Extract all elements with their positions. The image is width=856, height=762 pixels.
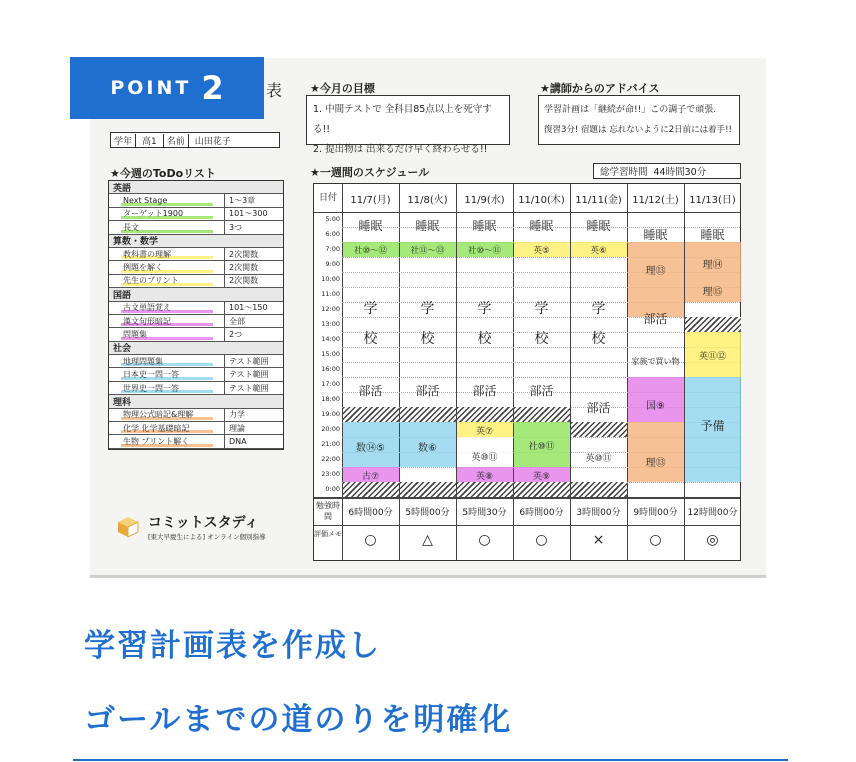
todo-subject	[109, 181, 283, 194]
total-study-box	[593, 163, 741, 179]
day-header: 11/8(火)	[407, 195, 448, 206]
evening-study: 英⑩⑪	[585, 454, 612, 464]
time-label: 15:00	[321, 350, 340, 358]
name-label: 名前	[164, 134, 189, 147]
time-label: 18:00	[321, 395, 340, 403]
sunday-study: 予備	[700, 418, 725, 433]
study-time-label: 勉強時間	[316, 501, 340, 521]
todo-quantity: 力学	[224, 409, 245, 421]
sleep-label: 睡眠	[586, 219, 611, 233]
sunday-study: 英⑪⑫	[698, 352, 726, 362]
study-time-value: 5時間00分	[405, 508, 450, 518]
todo-subject	[109, 395, 283, 408]
study-time-value: 6時間00分	[348, 508, 393, 518]
evening-study: 英⑩⑪	[471, 452, 498, 463]
brand-subtitle: [東大早慶生による] オンライン個別指導	[148, 533, 266, 541]
todo-item	[109, 382, 283, 395]
hatched-time	[400, 482, 456, 497]
hour-line	[342, 347, 740, 348]
todo-task: 世界史一問一答	[123, 383, 179, 393]
todo-heading: ★今週のToDoリスト	[110, 167, 216, 180]
total-label: 総学習時間	[600, 167, 648, 178]
todo-subject	[109, 288, 283, 301]
day-header: 11/12(土)	[632, 195, 679, 206]
todo-item	[109, 302, 283, 315]
time-label: 7:00	[325, 245, 340, 253]
todo-item	[109, 208, 283, 221]
study-time-value: 9時間00分	[633, 508, 678, 518]
eval-label: 評価メモ	[314, 530, 342, 538]
day-header: 11/11(金)	[575, 195, 622, 206]
study-time-value: 12時間00分	[687, 508, 738, 518]
time-label: 9:00	[325, 260, 340, 268]
sleep-label: 睡眠	[358, 219, 383, 233]
eval-mark: ×	[592, 532, 605, 548]
saturday-club: 部活	[643, 312, 668, 326]
brand-name: コミットスタディ	[148, 515, 259, 531]
eval-mark: ○	[649, 532, 662, 548]
eval-mark: △	[422, 532, 433, 548]
time-label: 16:00	[321, 365, 340, 373]
hatched-time	[457, 482, 513, 497]
todo-item	[109, 368, 283, 381]
todo-item	[109, 194, 283, 207]
school-label-bottom: 校	[477, 331, 492, 347]
day-header: 11/13(日)	[689, 195, 736, 206]
todo-list	[108, 180, 284, 450]
hatched-time	[514, 407, 570, 422]
grid-bottom-line	[314, 497, 740, 499]
evening-study: 英⑦	[475, 427, 494, 437]
morning-study: 英⑤	[533, 246, 550, 256]
time-label: 10:00	[321, 275, 340, 283]
sleep-label: 睡眠	[643, 228, 668, 242]
hatched-time	[571, 482, 627, 497]
point-word: POINT	[110, 77, 192, 99]
todo-task: 先生のプリント	[123, 276, 179, 286]
time-label: 13:00	[321, 320, 340, 328]
time-label: 14:00	[321, 335, 340, 343]
saturday-note: 家族で買い物	[631, 357, 680, 366]
todo-task: ターゲット1900	[123, 209, 184, 219]
school-label-top: 学	[477, 301, 492, 317]
day-header: 11/7(月)	[350, 195, 391, 206]
hatched-time	[343, 407, 399, 422]
todo-item	[109, 275, 283, 288]
todo-item	[109, 248, 283, 261]
sunday-study: 理⑭	[702, 260, 723, 271]
todo-quantity: テスト範囲	[224, 355, 269, 367]
goal-heading: ★今月の目標	[310, 82, 375, 95]
todo-subject	[109, 235, 283, 248]
todo-quantity: 2つ	[224, 328, 242, 340]
advice-line-1: 学習計画は「継続が命!!」この調子で頑張.	[544, 105, 717, 115]
school-label-bottom: 校	[591, 331, 606, 347]
time-label: 12:00	[321, 305, 340, 313]
saturday-study: 国⑨	[646, 401, 665, 412]
todo-subject-label: 社会	[113, 344, 132, 355]
study-time-value: 3時間00分	[576, 508, 621, 518]
sleep-label: 睡眠	[700, 228, 725, 242]
day-header: 11/10(木)	[518, 195, 565, 206]
club-label: 部活	[472, 384, 497, 398]
header-line	[314, 212, 740, 213]
todo-quantity: 理論	[224, 422, 245, 434]
todo-quantity: 101〜300	[224, 208, 268, 220]
todo-task: 問題集	[123, 329, 147, 339]
todo-item	[109, 355, 283, 368]
todo-item	[109, 221, 283, 234]
todo-item	[109, 435, 283, 448]
time-label: 6:00	[325, 230, 340, 238]
todo-item	[109, 261, 283, 274]
eval-mark: ○	[535, 532, 548, 548]
late-study: 古⑦	[361, 472, 380, 482]
todo-quantity: 2次関数	[224, 248, 258, 260]
late-study: 英⑧	[475, 472, 494, 482]
hatched-time	[400, 407, 456, 422]
time-label: 22:00	[321, 455, 340, 463]
advice-line-2: 復習3分! 宿題は 忘れないように2日前には着手!!	[544, 125, 732, 135]
school-label-bottom: 校	[534, 331, 549, 347]
advice-box	[538, 95, 740, 145]
grade-label: 学年	[111, 134, 136, 147]
schedule-heading: ★一週間のスケジュール	[310, 166, 430, 179]
todo-task: 長文	[123, 222, 139, 232]
sheet-title-fragment: 表	[266, 81, 283, 100]
saturday-study: 理⑬	[645, 266, 666, 277]
time-label: 17:00	[321, 380, 340, 388]
morning-study: 社⑩〜⑫	[353, 246, 388, 256]
todo-task: 例題を解く	[123, 263, 163, 273]
todo-item	[109, 315, 283, 328]
study-time-value: 6時間00分	[519, 508, 564, 518]
todo-quantity: 2次関数	[224, 275, 258, 287]
club-label: 部活	[358, 384, 383, 398]
eval-mark: ○	[478, 532, 491, 548]
todo-quantity: 2次関数	[224, 261, 258, 273]
late-study: 英⑨	[532, 472, 551, 482]
sleep-label: 睡眠	[415, 219, 440, 233]
sleep-label: 睡眠	[472, 219, 497, 233]
todo-item	[109, 422, 283, 435]
todo-task: 生物 プリント解く	[123, 437, 190, 447]
time-label: 11:00	[321, 290, 340, 298]
column-line	[570, 184, 571, 560]
student-info	[110, 132, 280, 148]
evening-study: 数⑭⑤	[356, 443, 385, 454]
evening-study: 数⑥	[418, 443, 437, 454]
todo-subject-label: 算数・数学	[113, 237, 159, 248]
goal-box	[306, 95, 510, 155]
morning-study: 英⑥	[590, 246, 607, 256]
club-label: 部活	[415, 384, 440, 398]
todo-quantity: 1〜3章	[224, 194, 255, 206]
hatched-time	[685, 317, 741, 332]
todo-task: 化学 化学基礎暗記	[123, 423, 190, 433]
saturday-study: 理⑬	[645, 458, 666, 469]
todo-quantity: テスト範囲	[224, 382, 269, 394]
todo-task: 日本史一問一答	[123, 370, 179, 380]
time-label: 23:00	[321, 470, 340, 478]
todo-task: 教科書の理解	[123, 249, 171, 259]
footer-line	[314, 525, 740, 526]
grade-value: 高1	[136, 134, 164, 147]
club-label: 部活	[529, 384, 554, 398]
saturday-highlight	[628, 422, 684, 482]
brand-logo	[116, 512, 265, 541]
hatched-time	[514, 482, 570, 497]
time-label: 21:00	[321, 440, 340, 448]
name-value: 山田花子	[194, 136, 231, 147]
school-label-bottom: 校	[420, 331, 435, 347]
sleep-label: 睡眠	[529, 219, 554, 233]
todo-quantity: 全部	[224, 315, 245, 327]
evening-study: 社⑩⑪	[528, 442, 555, 452]
weekly-schedule	[313, 183, 741, 561]
school-label-bottom: 校	[363, 331, 378, 347]
hatched-time	[457, 407, 513, 422]
todo-task: 漢文句形暗記	[123, 316, 171, 326]
todo-task: 物理公式暗記&理解	[123, 410, 194, 420]
school-label-top: 学	[534, 301, 549, 317]
goal-line-1: 1. 中間テストで 全科目85点以上を死守する!!	[313, 104, 492, 135]
goal-line-2: 2. 提出物は 出来るだけ早く終わらせる!!	[313, 144, 488, 155]
sunday-study: 理⑮	[702, 287, 723, 298]
school-label-top: 学	[591, 301, 606, 317]
school-label-top: 学	[420, 301, 435, 317]
morning-study: 社⑩〜⑪	[467, 246, 502, 256]
study-time-value: 5時間30分	[462, 508, 507, 518]
column-line	[513, 184, 514, 560]
time-label: 19:00	[321, 410, 340, 418]
heading-line-1: 学習計画表を作成し	[84, 628, 381, 664]
todo-task: 古文単語覚え	[123, 303, 171, 313]
todo-task: Next Stage	[123, 196, 168, 206]
club-label: 部活	[586, 400, 611, 415]
todo-quantity: 101〜150	[224, 302, 268, 314]
advice-heading: ★講師からのアドバイス	[540, 82, 660, 95]
point-number: 2	[201, 69, 224, 107]
school-label-top: 学	[363, 301, 378, 317]
todo-task: 地理問題集	[123, 356, 163, 366]
saturday-highlight	[628, 242, 684, 317]
day-header: 11/9(水)	[464, 195, 505, 206]
day-label: 日付	[318, 193, 337, 203]
column-line	[399, 184, 400, 560]
point-badge	[70, 57, 264, 119]
todo-subject-label: 国語	[113, 290, 132, 301]
column-line	[456, 184, 457, 560]
hatched-time	[571, 422, 627, 437]
cube-icon	[116, 515, 140, 539]
todo-quantity: 3つ	[224, 221, 242, 233]
todo-subject	[109, 342, 283, 355]
todo-subject-label: 理科	[113, 397, 132, 408]
eval-mark: ◎	[706, 532, 719, 548]
time-label: 5:00	[325, 215, 340, 223]
todo-quantity: DNA	[224, 435, 247, 447]
todo-item	[109, 328, 283, 341]
heading-underline	[73, 759, 788, 761]
hatched-time	[343, 482, 399, 497]
column-line	[342, 184, 343, 560]
heading-line-2: ゴールまでの道のりを明確化	[84, 702, 513, 738]
todo-quantity: テスト範囲	[224, 368, 269, 380]
time-label: 20:00	[321, 425, 340, 433]
total-value: 44時間30分	[653, 167, 707, 178]
morning-study: 社⑪〜⑬	[410, 246, 445, 256]
todo-item	[109, 409, 283, 422]
todo-subject-label: 英語	[113, 183, 132, 194]
time-label: 0:00	[325, 485, 340, 493]
eval-mark: ○	[364, 532, 377, 548]
